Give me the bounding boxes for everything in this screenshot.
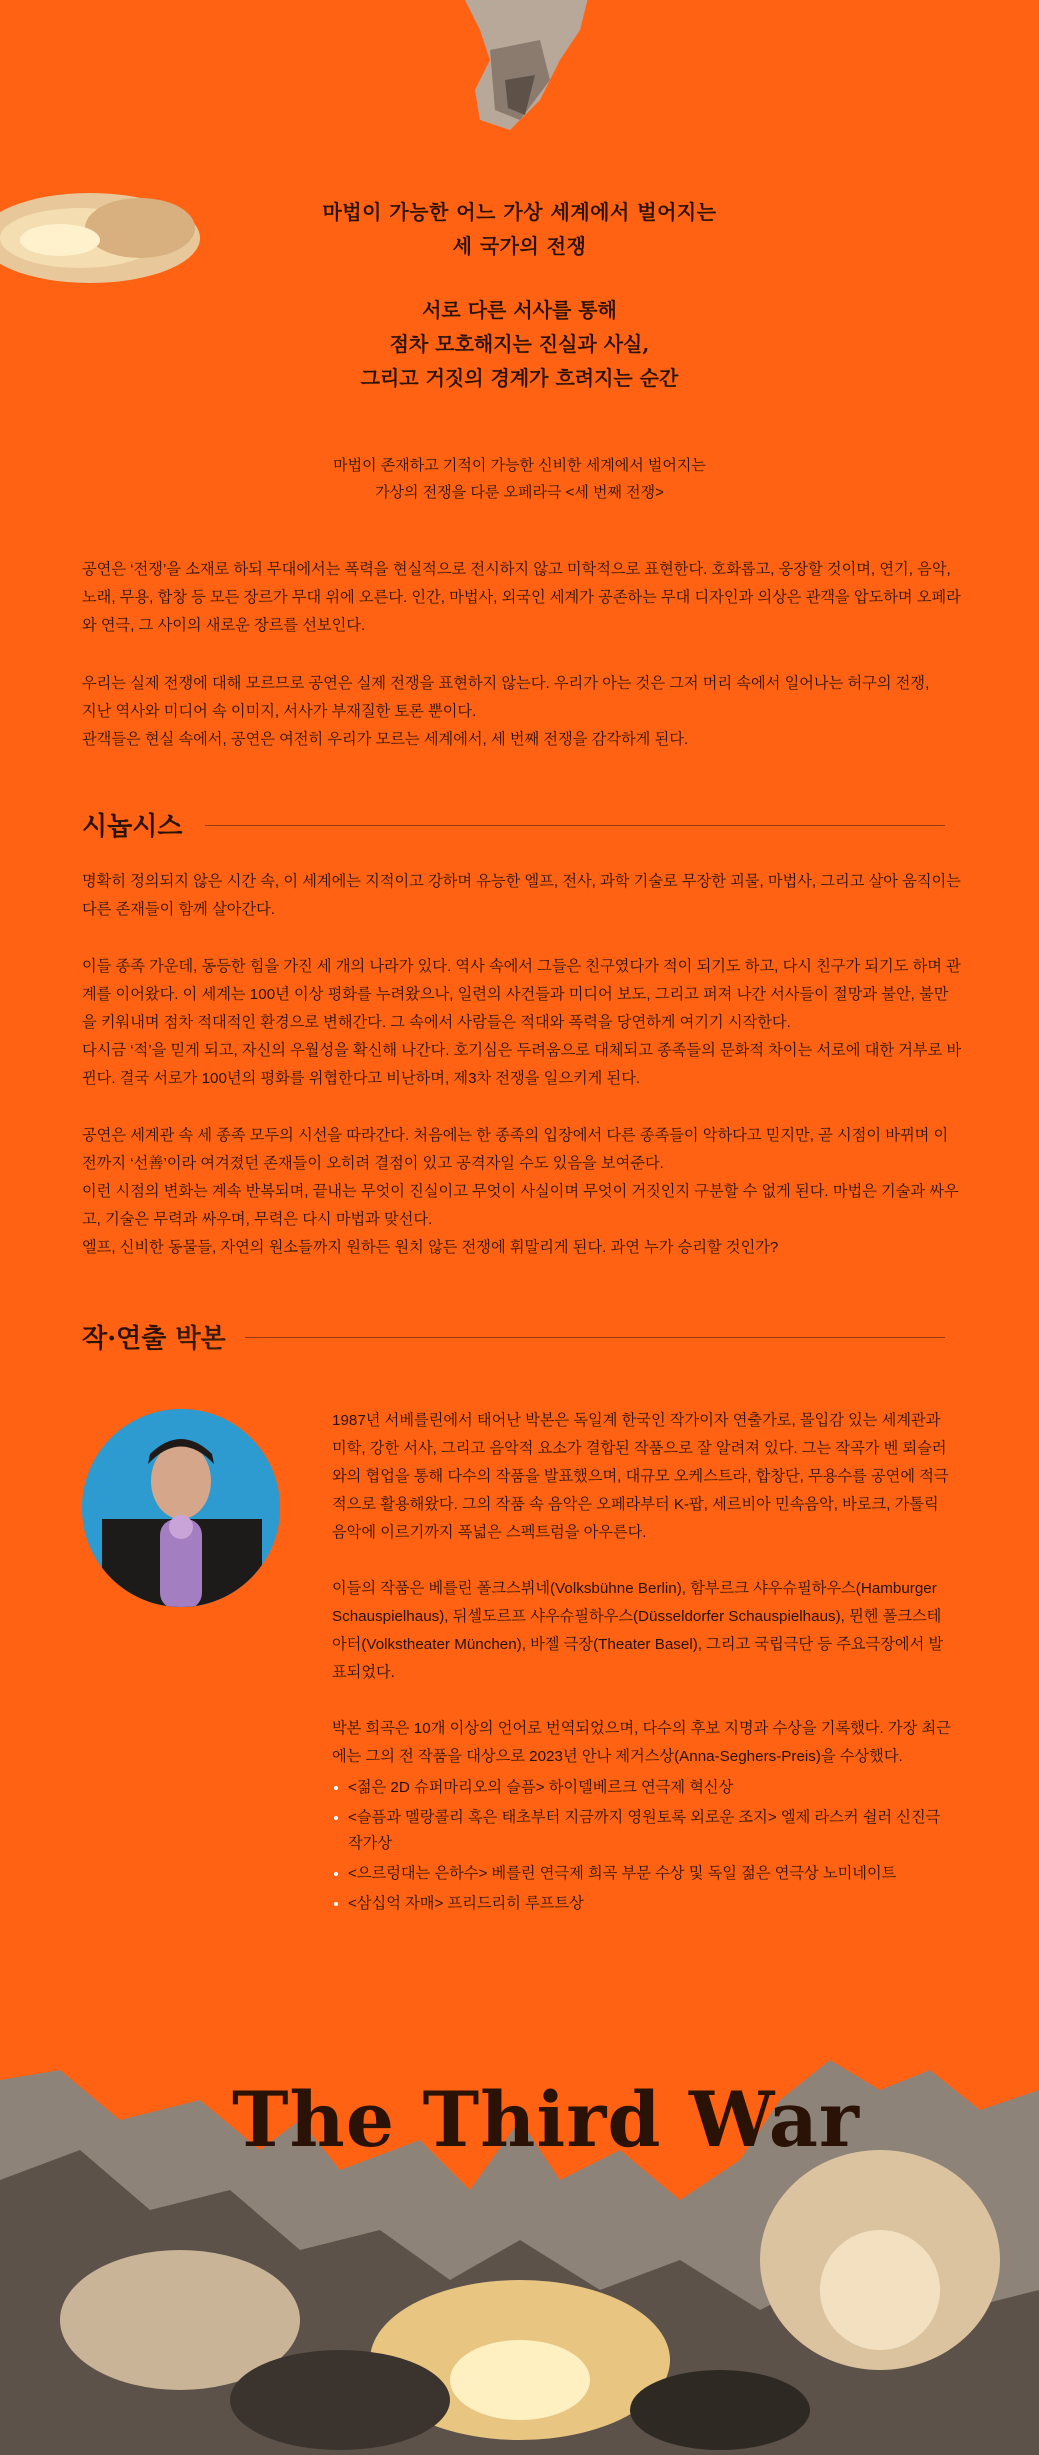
synopsis-divider	[205, 825, 945, 826]
awards-list	[332, 1775, 954, 1917]
synopsis-text-2a: 이들 종족 가운데, 동등한 힘을 가진 세 개의 나라가 있다. 역사 속에서 그들은 친구였다가 적이 되기도 하고, 다시 친구가 되기도 하며 관계를 이어왔다. 이 세계는 100년 이상 평화를 누려왔으나, 일련의 사건들과 미디어 보도, 그리고 퍼져 나간 서사들이 절망과 불안, 불만을 키워내며 점차 적대적인 환경으로 변해간다. 그 속에서 사람들은 적대와 폭력을 당연하게 여기기 시작한다.	[82, 958, 961, 1031]
intro-line-1: 마법이 존재하고 기적이 가능한 신비한 세계에서 벌어지는	[333, 457, 706, 474]
synopsis-paragraph-3	[82, 1122, 962, 1262]
synopsis-text-3b: 이런 시점의 변화는 계속 반복되며, 끝내는 무엇이 진실이고 무엇이 사실이며 무엇이 거짓인지 구분할 수 없게 된다. 마법은 기술과 싸우고, 기술은 무력과 싸우며, 무력은 다시 마법과 맞선다.	[82, 1183, 959, 1228]
director-title-prefix: 작·연출	[82, 1324, 167, 1354]
hero-line-5: 그리고 거짓의 경계가 흐려지는 순간	[360, 366, 679, 390]
director-bio	[332, 1407, 954, 1921]
hero-line-3: 서로 다른 서사를 통해	[422, 298, 617, 322]
director-bio-3: 박본 희곡은 10개 이상의 언어로 번역되었으며, 다수의 후보 지명과 수상을 기록했다. 가장 최근에는 그의 전 작품을 대상으로 2023년 안나 제거스상(Anna-Seghers-Preis)을 수상했다.	[332, 1720, 951, 1765]
about-text-2b: 지난 역사와 미디어 속 이미지, 서사가 부재질한 토론 뿐이다.	[82, 703, 477, 720]
synopsis-text-2b: 다시금 ‘적’을 믿게 되고, 자신의 우월성을 확신해 나간다. 호기심은 두려움으로 대체되고 종족들의 문화적 차이는 서로에 대한 거부로 바뀐다. 결국 서로가 100년의 평화를 위협한다고 비난하며, 제3차 전쟁을 일으키게 된다.	[82, 1042, 962, 1087]
about-text-2c: 관객들은 현실 속에서, 공연은 여전히 우리가 모르는 세계에서, 세 번째 전쟁을 감각하게 된다.	[82, 731, 689, 748]
synopsis-paragraph-1	[82, 868, 962, 924]
director-photo-image	[82, 1409, 280, 1607]
hero-line-4: 점차 모호해지는 진실과 사실,	[389, 332, 650, 356]
award-item: <으르렁대는 은하수> 베를린 연극제 희곡 부문 수상 및 독일 젊은 연극상 노미네이트	[332, 1861, 954, 1887]
award-item: <삼십억 자매> 프리드리히 루프트상	[332, 1891, 954, 1917]
about-text-2a: 우리는 실제 전쟁에 대해 모르므로 공연은 실제 전쟁을 표현하지 않는다. 우리가 아는 것은 그저 머리 속에서 일어나는 허구의 전쟁,	[82, 675, 930, 692]
director-avatar	[82, 1409, 280, 1607]
hero-block	[0, 195, 1039, 395]
synopsis-title: 시놉시스	[82, 812, 183, 842]
award-item: <슬픔과 멜랑콜리 혹은 태초부터 지금까지 영원토록 외로운 조지> 엘제 라스커 쉴러 신진극작가상	[332, 1805, 954, 1857]
award-item: <젊은 2D 슈퍼마리오의 슬픔> 하이델베르크 연극제 혁신상	[332, 1775, 954, 1801]
director-bio-2: 이들의 작품은 베를린 폴크스뷔네(Volksbühne Berlin), 함부르크 샤우슈필하우스(Hamburger Schauspielhaus), 뒤셀도르프 샤우슈필하우스(Düsseldorfer Schauspielhaus), 뮌헨 폴크스테아터(Volkstheater München), 바젤 극장(Theater Basel), 그리고 국립극단 등 주요극장에서 발표되었다.	[332, 1580, 944, 1681]
intro-block	[0, 452, 1039, 506]
synopsis-text-1: 명확히 정의되지 않은 시간 속, 이 세계에는 지적이고 강하며 유능한 엘프, 전사, 과학 기술로 무장한 괴물, 마법사, 그리고 살아 움직이는 다른 존재들이 함께 살아간다.	[82, 873, 961, 918]
director-title-name: 박본	[175, 1324, 226, 1354]
synopsis-paragraph-2	[82, 953, 962, 1093]
director-divider	[245, 1337, 945, 1338]
synopsis-text-3a: 공연은 세계관 속 세 종족 모두의 시선을 따라간다. 처음에는 한 종족의 입장에서 다른 종족들이 악하다고 믿지만, 곧 시점이 바뀌며 이전까지 ‘선善’이라 여겨졌던 존재들이 오히려 결점이 있고 공격자일 수도 있음을 보여준다.	[82, 1127, 949, 1172]
hero-line-1: 마법이 가능한 어느 가상 세계에서 벌어지는	[322, 200, 717, 224]
about-paragraph-2	[82, 670, 962, 754]
director-title	[82, 1318, 226, 1355]
about-paragraph-1	[82, 556, 962, 640]
statue-fragment-image	[420, 0, 620, 150]
director-bio-1: 1987년 서베를린에서 태어난 박본은 독일계 한국인 작가이자 연출가로, 몰입감 있는 세계관과 미학, 강한 서사, 그리고 음악적 요소가 결합된 작품으로 잘 알려져 있다. 그는 작곡가 벤 뢰슬러와의 협업을 통해 다수의 작품을 발표했으며, 대규모 오케스트라, 합창단, 무용수를 공연에 적극적으로 활용해왔다. 그의 작품 속 음악은 오페라부터 K-팝, 세르비아 민속음악, 바로크, 가톨릭 음악에 이르기까지 폭넓은 스펙트럼을 아우른다.	[332, 1412, 949, 1541]
the-third-war-title: The Third War	[232, 2075, 860, 2164]
intro-line-2: 가상의 전쟁을 다룬 오페라극 <세 번째 전쟁>	[375, 484, 664, 501]
about-text-1: 공연은 ‘전쟁’을 소재로 하되 무대에서는 폭력을 현실적으로 전시하지 않고 미학적으로 표현한다. 호화롭고, 웅장할 것이며, 연기, 음악, 노래, 무용, 합창 등 모든 장르가 무대 위에 오른다. 인간, 마법사, 외국인 세계가 공존하는 무대 디자인과 의상은 관객을 압도하며 오페라와 연극, 그 사이의 새로운 장르를 선보인다.	[82, 561, 961, 634]
synopsis-text-3c: 엘프, 신비한 동물들, 자연의 원소들까지 원하든 원치 않든 전쟁에 휘말리게 된다. 과연 누가 승리할 것인가?	[82, 1239, 779, 1256]
hero-line-2: 세 국가의 전쟁	[452, 234, 587, 258]
